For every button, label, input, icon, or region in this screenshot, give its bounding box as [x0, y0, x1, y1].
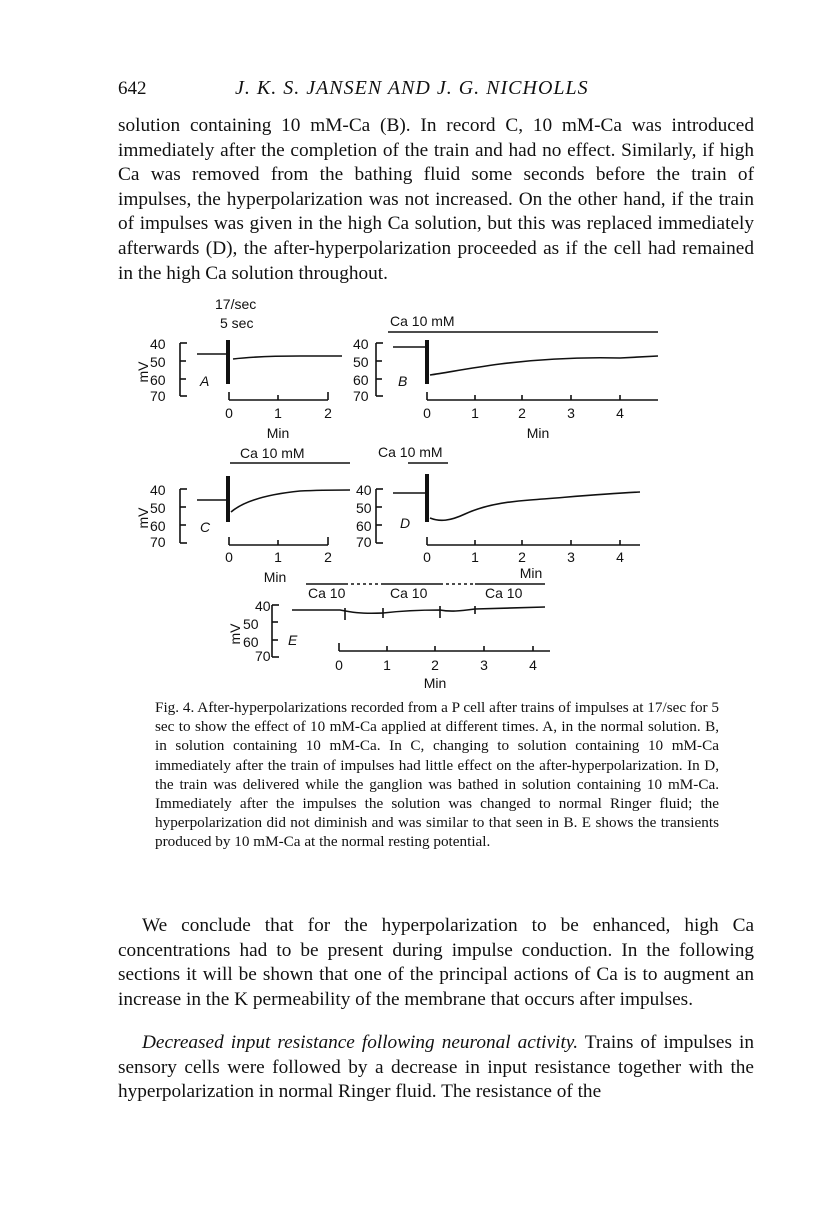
panel-e-y-scale [272, 605, 279, 657]
panel-d-ytick: 70 [356, 534, 372, 550]
panel-d-xtick: 1 [471, 549, 479, 565]
panel-d-xtick: 0 [423, 549, 431, 565]
paragraph-3-body: Trains of impulses in sensory cells were followed by a decrease in input resistance together with the hyperpolarization in normal Ringer fluid. The resistance of the [118, 1032, 754, 1103]
panel-a-ytick: 40 [150, 336, 166, 352]
panel-c-ytick: 60 [150, 518, 166, 534]
panel-b-xtick: 3 [567, 405, 575, 421]
panel-d-ytick: 60 [356, 518, 372, 534]
panel-b-trace [393, 347, 658, 375]
panel-c-xtick: 2 [324, 549, 332, 565]
panel-d-ytick: 50 [356, 500, 372, 516]
panel-e-ylabel: mV [227, 623, 243, 645]
panel-e-xlabel: Min [423, 675, 447, 691]
panel-b-label: B [398, 373, 408, 389]
panel-b-xlabel: Min [526, 425, 550, 441]
panel-b-bar-label: Ca 10 mM [390, 313, 455, 329]
panel-e-bar-label: Ca 10 [390, 585, 428, 601]
panel-b-xtick: 1 [471, 405, 479, 421]
panel-e-xtick: 4 [529, 657, 537, 673]
panel-b-ytick: 70 [353, 388, 369, 404]
paragraph-3 [118, 1031, 754, 1105]
panel-e-bar-label: Ca 10 [308, 585, 346, 601]
panel-d-trace [393, 492, 640, 520]
panel-c-bar-label: Ca 10 mM [240, 445, 305, 461]
panel-a-trace [197, 354, 342, 359]
panel-c-xtick: 1 [274, 549, 282, 565]
panel-e-label: E [288, 632, 298, 648]
panel-e-ytick: 70 [255, 648, 271, 664]
running-head: J. K. S. JANSEN AND J. G. NICHOLLS [235, 77, 589, 99]
panel-a-ytick: 60 [150, 372, 166, 388]
page-number: 642 [118, 78, 147, 99]
stimulus-rate-label: 17/sec [215, 296, 257, 312]
panel-c-stimulus-bar [226, 476, 230, 522]
panel-c-x-axis [229, 537, 328, 545]
stimulus-duration-label: 5 sec [220, 315, 254, 331]
panel-e-xtick: 1 [383, 657, 391, 673]
panel-b-stimulus-bar [425, 340, 429, 384]
section-heading: Decreased input resistance following neuronal activity. [142, 1032, 579, 1053]
panel-b-x-axis [427, 392, 658, 400]
panel-b-y-scale [376, 343, 383, 396]
panel-e-ytick: 60 [243, 634, 259, 650]
panel-d-label: D [400, 515, 411, 531]
panel-e-bar-label: Ca 10 [485, 585, 523, 601]
panel-a-y-scale [180, 343, 187, 396]
panel-c-ytick: 50 [150, 500, 166, 516]
panel-a-xlabel: Min [266, 425, 290, 441]
panel-a-xtick: 1 [274, 405, 282, 421]
panel-e-x-axis [339, 643, 550, 651]
paragraph-2: We conclude that for the hyperpolarization to be enhanced, high Ca concentrations had to be present during impulse conduction. In the following sections it will be shown that one of the principal actions of Ca is to augment an increase in the K permeability of the membrane that occurs after impulses. [118, 915, 754, 1010]
panel-a-label: A [200, 373, 210, 389]
panel-b-xtick: 4 [616, 405, 624, 421]
panel-a-x-axis [229, 392, 328, 400]
panel-c-xtick: 0 [225, 549, 233, 565]
panel-c-ytick: 70 [150, 534, 166, 550]
panel-c-xlabel: Min [263, 569, 287, 585]
panel-e-xtick: 3 [480, 657, 488, 673]
panel-d-xtick: 3 [567, 549, 575, 565]
panel-c-y-scale [180, 489, 187, 543]
paragraph-1: solution containing 10 mM-Ca (B). In record C, 10 mM-Ca was introduced immediately after the completion of the train and had no effect. Similarly, if high Ca was removed from the bathing fluid some seconds before the train of impulses, the hyperpolarization was not increased. On the other hand, if the train of impulses was given in the high Ca solution, but this was replaced immediately afterwards (D), the after-hyperpolarization proceeded as if the cell had remained in the high Ca solution throughout. [118, 115, 754, 284]
panel-d-xtick: 2 [518, 549, 526, 565]
figure-caption: Fig. 4. After-hyperpolarizations recorded from a P cell after trains of impulses at 17/sec for 5 sec to show the effect of 10 mM-Ca applied at different times. A, in the normal solution. B, in solution containing 10 mM-Ca. In C, changing to solution containing 10 mM-Ca immediately after the train of impulses had little effect on the after-hyperpolarization. In D, the train was delivered while the ganglion was bathed in solution containing 10 mM-Ca. Immediately after the impulses the solution was changed to normal Ringer fluid; the hyperpolarization did not diminish and was similar to that seen in B. E shows the transients produced by 10 mM-Ca at the normal resting potential. [155, 699, 719, 851]
panel-e-ytick: 50 [243, 616, 259, 632]
figure-4 [0, 280, 816, 700]
panel-c-ytick: 40 [150, 482, 166, 498]
panel-a-ytick: 50 [150, 354, 166, 370]
panel-b-ytick: 40 [353, 336, 369, 352]
panel-a-xtick: 2 [324, 405, 332, 421]
panel-b-xtick: 0 [423, 405, 431, 421]
panel-d-x-axis [427, 537, 640, 545]
panel-a-stimulus-bar [226, 340, 230, 384]
panel-d-ytick: 40 [356, 482, 372, 498]
panel-e-xtick: 2 [431, 657, 439, 673]
panel-d-y-scale [376, 489, 383, 543]
panel-b-ytick: 50 [353, 354, 369, 370]
panel-d-xtick: 4 [616, 549, 624, 565]
panel-d-stimulus-bar [425, 474, 429, 522]
panel-c-ylabel: mV [135, 507, 151, 529]
panel-a-xtick: 0 [225, 405, 233, 421]
panel-a-ytick: 70 [150, 388, 166, 404]
panel-e-trace [292, 607, 545, 613]
panel-e-xtick: 0 [335, 657, 343, 673]
panel-a-ylabel: mV [135, 361, 151, 383]
panel-e-ytick: 40 [255, 598, 271, 614]
panel-d-bar-label: Ca 10 mM [378, 444, 443, 460]
panel-b-ytick: 60 [353, 372, 369, 388]
panel-c-trace [197, 490, 350, 512]
panel-b-xtick: 2 [518, 405, 526, 421]
panel-d-xlabel: Min [519, 565, 543, 581]
panel-c-label: C [200, 519, 211, 535]
